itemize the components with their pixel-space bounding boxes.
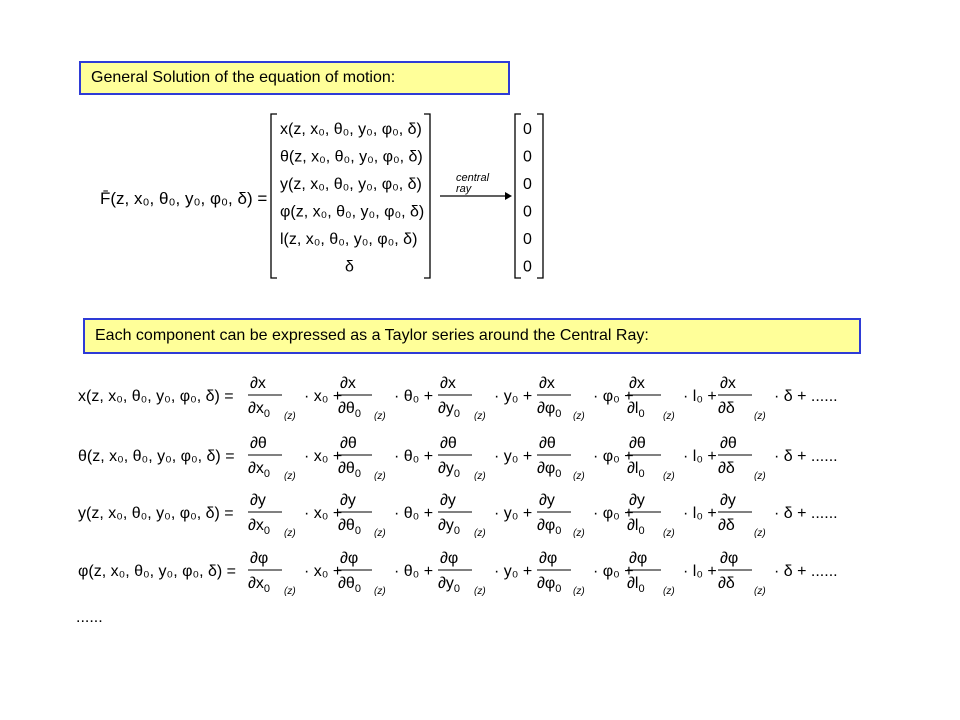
taylor-row <box>78 492 838 539</box>
partial-numerator: ∂θ <box>720 435 737 452</box>
taylor-row <box>78 550 838 597</box>
taylor-row-lhs: θ(z, x₀, θ₀, y₀, φ₀, δ) = <box>78 448 235 465</box>
partial-denominator: $\partial\theta_0$ <box>338 575 361 595</box>
partial-numerator: ∂x <box>629 375 645 392</box>
taylor-term <box>537 492 634 539</box>
eval-at-z: (z) <box>284 411 296 422</box>
partial-numerator: ∂y <box>440 492 456 509</box>
partial-numerator: ∂φ <box>340 550 359 567</box>
eval-at-z: (z) <box>374 528 386 539</box>
state-vector-entry: φ(z, x₀, θ₀, y₀, φ₀, δ) <box>280 203 425 221</box>
state-vector-entries <box>280 121 424 276</box>
eval-at-z: (z) <box>663 411 675 422</box>
general-solution-text: General Solution of the equation of motion: <box>91 69 396 86</box>
term-factor: · φ₀ + <box>593 388 634 405</box>
taylor-term <box>627 435 717 482</box>
term-factor: · δ + ...... <box>774 448 838 465</box>
state-vector-equation <box>0 0 960 300</box>
eval-at-z: (z) <box>754 586 766 597</box>
taylor-term <box>627 375 717 422</box>
partial-numerator: ∂φ <box>250 550 269 567</box>
taylor-term <box>438 492 532 539</box>
term-factor: · φ₀ + <box>593 448 634 465</box>
result-right-bracket <box>537 114 543 278</box>
taylor-term <box>438 550 532 597</box>
partial-denominator: ∂δ <box>718 460 735 477</box>
eval-at-z: (z) <box>573 471 585 482</box>
taylor-term <box>718 492 838 539</box>
term-factor: · l₀ + <box>683 448 717 465</box>
state-vector-entry: y(z, x₀, θ₀, y₀, φ₀, δ) <box>280 176 422 193</box>
term-factor: · l₀ + <box>683 388 717 405</box>
term-factor: · x₀ + <box>304 388 343 405</box>
term-factor: · δ + ...... <box>774 563 838 580</box>
eval-at-z: (z) <box>754 528 766 539</box>
partial-denominator: $\partial\varphi_0$ <box>537 400 562 420</box>
taylor-term <box>627 550 717 597</box>
partial-numerator: ∂y <box>340 492 356 509</box>
result-vector-entry: 0 <box>523 258 532 276</box>
partial-denominator: $\partial x_0$ <box>248 460 271 480</box>
state-vector-entry: l(z, x₀, θ₀, y₀, φ₀, δ) <box>280 231 418 248</box>
term-factor: · y₀ + <box>494 505 533 522</box>
partial-numerator: ∂φ <box>720 550 739 567</box>
partial-numerator: ∂θ <box>340 435 357 452</box>
taylor-term <box>248 435 342 482</box>
taylor-term <box>537 435 634 482</box>
partial-numerator: ∂x <box>340 375 356 392</box>
result-vector-entry: 0 <box>523 203 532 221</box>
partial-denominator: $\partial\varphi_0$ <box>537 460 562 480</box>
result-vector-entry: 0 <box>523 231 532 248</box>
partial-numerator: ∂y <box>720 492 736 509</box>
partial-numerator: ∂x <box>440 375 456 392</box>
eval-at-z: (z) <box>754 411 766 422</box>
partial-numerator: ∂φ <box>440 550 459 567</box>
eval-at-z: (z) <box>284 528 296 539</box>
taylor-term <box>438 375 532 422</box>
term-factor: · θ₀ + <box>394 505 434 522</box>
eval-at-z: (z) <box>474 471 486 482</box>
partial-denominator: $\partial l_0$ <box>627 460 645 480</box>
taylor-row-lhs: x(z, x₀, θ₀, y₀, φ₀, δ) = <box>78 388 234 405</box>
eval-at-z: (z) <box>663 586 675 597</box>
term-factor: · δ + ...... <box>774 388 838 405</box>
arrow-label-ray: ray <box>456 183 472 195</box>
term-factor: · x₀ + <box>304 563 343 580</box>
trailing-ellipsis: ...... <box>76 609 103 626</box>
partial-numerator: ∂θ <box>539 435 556 452</box>
taylor-term <box>248 550 342 597</box>
partial-numerator: ∂x <box>720 375 736 392</box>
eval-at-z: (z) <box>573 528 585 539</box>
result-vector-entry: 0 <box>523 121 532 138</box>
taylor-series-text: Each component can be expressed as a Taylor series around the Central Ray: <box>95 327 649 344</box>
taylor-term <box>718 375 838 422</box>
taylor-term <box>718 550 838 597</box>
partial-denominator: $\partial y_0$ <box>438 517 461 537</box>
term-factor: · y₀ + <box>494 448 533 465</box>
term-factor: · θ₀ + <box>394 563 434 580</box>
arrow-label-central: central <box>456 172 490 184</box>
taylor-rows <box>78 375 838 597</box>
state-vector-entry: θ(z, x₀, θ₀, y₀, φ₀, δ) <box>280 148 423 166</box>
partial-numerator: ∂x <box>539 375 555 392</box>
eval-at-z: (z) <box>573 411 585 422</box>
term-factor: · y₀ + <box>494 388 533 405</box>
partial-numerator: ∂θ <box>440 435 457 452</box>
eval-at-z: (z) <box>374 411 386 422</box>
eval-at-z: (z) <box>474 411 486 422</box>
taylor-term <box>338 492 433 539</box>
partial-denominator: ∂δ <box>718 517 735 534</box>
result-vector-entry: 0 <box>523 148 532 166</box>
taylor-series-header <box>83 318 861 354</box>
taylor-row-lhs: φ(z, x₀, θ₀, y₀, φ₀, δ) = <box>78 563 237 580</box>
taylor-term <box>248 492 342 539</box>
partial-denominator: ∂δ <box>718 575 735 592</box>
partial-numerator: ∂x <box>250 375 266 392</box>
term-factor: · l₀ + <box>683 563 717 580</box>
eval-at-z: (z) <box>474 528 486 539</box>
term-factor: · x₀ + <box>304 505 343 522</box>
eval-at-z: (z) <box>374 586 386 597</box>
partial-denominator: $\partial x_0$ <box>248 400 271 420</box>
taylor-term <box>627 492 717 539</box>
partial-numerator: ∂θ <box>629 435 646 452</box>
result-left-bracket <box>515 114 521 278</box>
partial-denominator: $\partial\theta_0$ <box>338 400 361 420</box>
result-vector-entries <box>523 121 532 276</box>
taylor-term <box>338 375 433 422</box>
partial-denominator: $\partial y_0$ <box>438 575 461 595</box>
partial-denominator: $\partial l_0$ <box>627 400 645 420</box>
partial-denominator: ∂δ <box>718 400 735 417</box>
partial-denominator: $\partial l_0$ <box>627 575 645 595</box>
taylor-term <box>718 435 838 482</box>
eval-at-z: (z) <box>474 586 486 597</box>
eval-at-z: (z) <box>754 471 766 482</box>
equation-lhs: F̄(z, x₀, θ₀, y₀, φ₀, δ) = <box>100 189 268 208</box>
partial-denominator: $\partial x_0$ <box>248 575 271 595</box>
eval-at-z: (z) <box>573 586 585 597</box>
partial-denominator: $\partial\theta_0$ <box>338 460 361 480</box>
term-factor: · δ + ...... <box>774 505 838 522</box>
partial-denominator: $\partial\varphi_0$ <box>537 517 562 537</box>
partial-denominator: $\partial l_0$ <box>627 517 645 537</box>
taylor-term <box>537 375 634 422</box>
eval-at-z: (z) <box>374 471 386 482</box>
term-factor: · φ₀ + <box>593 505 634 522</box>
partial-denominator: $\partial x_0$ <box>248 517 271 537</box>
taylor-row <box>78 435 838 482</box>
arrow-head-icon <box>505 192 512 200</box>
taylor-term <box>248 375 342 422</box>
taylor-expansions <box>0 360 960 700</box>
partial-numerator: ∂y <box>539 492 555 509</box>
term-factor: · y₀ + <box>494 563 533 580</box>
partial-numerator: ∂y <box>250 492 266 509</box>
state-vector-entry: x(z, x₀, θ₀, y₀, φ₀, δ) <box>280 121 422 138</box>
term-factor: · θ₀ + <box>394 448 434 465</box>
matrix-left-bracket <box>271 114 277 278</box>
partial-numerator: ∂θ <box>250 435 267 452</box>
matrix-right-bracket <box>424 114 430 278</box>
partial-numerator: ∂y <box>629 492 645 509</box>
taylor-term <box>338 550 433 597</box>
partial-denominator: $\partial y_0$ <box>438 460 461 480</box>
partial-denominator: $\partial\varphi_0$ <box>537 575 562 595</box>
partial-numerator: ∂φ <box>539 550 558 567</box>
result-vector-entry: 0 <box>523 176 532 193</box>
partial-numerator: ∂φ <box>629 550 648 567</box>
partial-denominator: $\partial y_0$ <box>438 400 461 420</box>
taylor-term <box>338 435 433 482</box>
term-factor: · θ₀ + <box>394 388 434 405</box>
partial-denominator: $\partial\theta_0$ <box>338 517 361 537</box>
eval-at-z: (z) <box>284 471 296 482</box>
eval-at-z: (z) <box>663 528 675 539</box>
eval-at-z: (z) <box>284 586 296 597</box>
taylor-term <box>537 550 634 597</box>
term-factor: · l₀ + <box>683 505 717 522</box>
state-vector-entry: δ <box>345 258 354 276</box>
eval-at-z: (z) <box>663 471 675 482</box>
taylor-row <box>78 375 838 422</box>
taylor-row-lhs: y(z, x₀, θ₀, y₀, φ₀, δ) = <box>78 505 234 522</box>
term-factor: · x₀ + <box>304 448 343 465</box>
taylor-term <box>438 435 532 482</box>
term-factor: · φ₀ + <box>593 563 634 580</box>
